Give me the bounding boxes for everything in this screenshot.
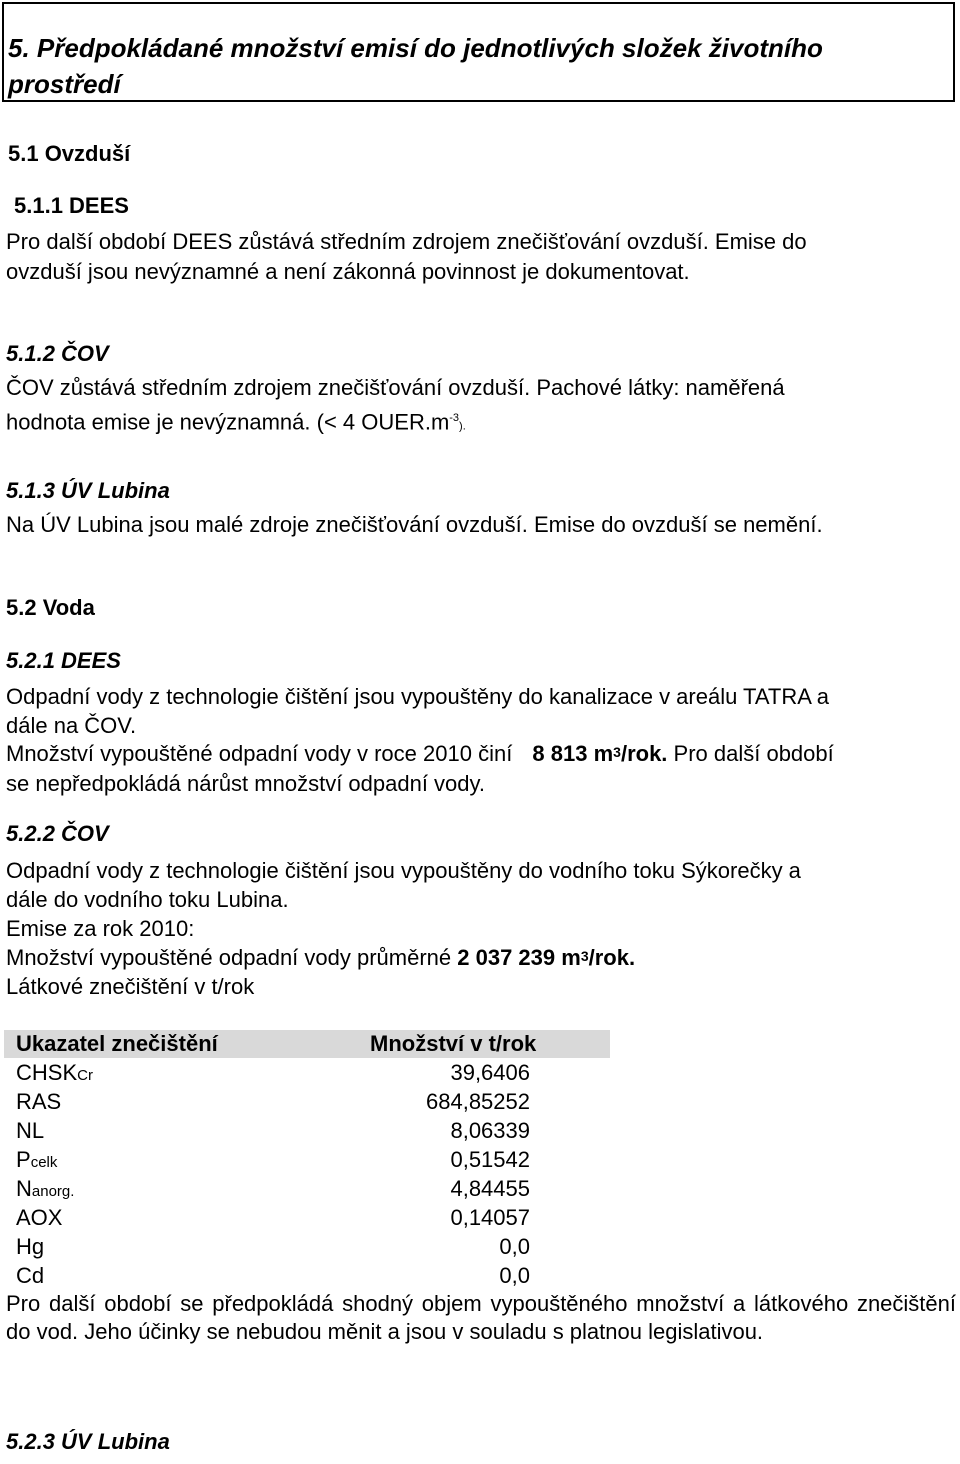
table-row-indicator xyxy=(16,1088,61,1116)
table-row-indicator xyxy=(16,1175,74,1206)
section-5-2-2-text-line1: Odpadní vody z technologie čištění jsou vypouštěny do vodního toku Sýkorečky a xyxy=(6,858,801,883)
volume-text-end: Pro další období xyxy=(667,741,834,766)
section-5-2-1-text-line2: dále na ČOV. xyxy=(6,713,137,738)
volume-unit-superscript: 3 xyxy=(613,744,621,760)
section-5-2-2-text-line2: dále do vodního toku Lubina. xyxy=(6,887,289,912)
indicator-name: Hg xyxy=(16,1234,45,1259)
indicator-name: N xyxy=(16,1176,32,1201)
section-5-2-1-heading: 5.2.1 DEES xyxy=(6,648,121,673)
avg-volume-value: 2 037 239 m xyxy=(457,945,581,970)
indicator-subscript: anorg. xyxy=(31,1183,75,1200)
section-5-1-heading: 5.1 Ovzduší xyxy=(8,141,131,166)
volume-unit: /rok. xyxy=(620,741,668,766)
table-header-amount: Množství v t/rok xyxy=(370,1031,537,1056)
page-title-line2: prostředí xyxy=(8,69,121,99)
section-5-2-2-text-line3: Emise za rok 2010: xyxy=(6,916,195,941)
table-row-indicator xyxy=(16,1117,44,1145)
avg-volume-text: Množství vypouštěné odpadní vody průměrné xyxy=(6,945,458,970)
emission-text: hodnota emise je nevýznamná. (< 4 OUER.m xyxy=(6,409,450,435)
table-row-amount: 0,0 xyxy=(499,1234,530,1259)
section-5-1-1-text-line1: Pro další období DEES zůstává středním zdrojem znečišťování ovzduší. Emise do xyxy=(6,229,807,254)
volume-text: Množství vypouštěné odpadní vody v roce 2010 činí xyxy=(6,741,519,766)
avg-volume-unit: /rok. xyxy=(588,945,636,970)
table-row-indicator xyxy=(16,1204,62,1232)
table-row-indicator xyxy=(16,1059,93,1090)
section-5-2-1-text-line1: Odpadní vody z technologie čištění jsou vypouštěny do kanalizace v areálu TATRA a xyxy=(6,684,830,709)
section-5-2-heading: 5.2 Voda xyxy=(6,595,95,620)
unit-superscript: -3 xyxy=(449,412,460,424)
table-row-amount: 39,6406 xyxy=(450,1060,530,1085)
table-header-indicator: Ukazatel znečištění xyxy=(16,1031,218,1056)
section-5-2-1-text-line3 xyxy=(6,740,834,768)
volume-value: 8 813 m xyxy=(532,741,614,766)
table-row-amount: 0,14057 xyxy=(450,1205,530,1230)
section-5-1-2-text-line2 xyxy=(6,404,466,440)
section-5-2-3-heading: 5.2.3 ÚV Lubina xyxy=(6,1429,170,1454)
indicator-name: RAS xyxy=(16,1089,62,1114)
section-5-2-2-text-line5: Látkové znečištění v t/rok xyxy=(6,974,255,999)
emission-text-end: ). xyxy=(459,420,466,433)
indicator-name: P xyxy=(16,1147,31,1172)
table-row-amount: 0,0 xyxy=(499,1263,530,1288)
avg-volume-unit-superscript: 3 xyxy=(580,948,589,964)
indicator-name: Cd xyxy=(16,1263,45,1288)
section-5-1-2-text-line1: ČOV zůstává středním zdrojem znečišťování ovzduší. Pachové látky: naměřená xyxy=(6,375,785,400)
section-5-1-2-heading: 5.1.2 ČOV xyxy=(6,341,109,366)
table-row-amount: 684,85252 xyxy=(426,1089,530,1114)
section-5-2-2-heading: 5.2.2 ČOV xyxy=(6,821,109,846)
section-5-1-3-text: Na ÚV Lubina jsou malé zdroje znečišťování ovzduší. Emise do ovzduší se nemění. xyxy=(6,512,823,537)
page-title-line1: 5. Předpokládané množství emisí do jednotlivých složek životního xyxy=(8,33,823,63)
section-5-1-1-heading: 5.1.1 DEES xyxy=(14,193,129,218)
section-5-1-1-text-line2: ovzduší jsou nevýznamné a není zákonná povinnost je dokumentovat. xyxy=(6,259,690,284)
indicator-subscript: celk xyxy=(30,1154,58,1171)
indicator-subscript: Cr xyxy=(77,1067,93,1084)
section-5-1-3-heading: 5.1.3 ÚV Lubina xyxy=(6,478,170,503)
indicator-name: AOX xyxy=(16,1205,63,1230)
table-row-amount: 8,06339 xyxy=(450,1118,530,1143)
table-row-amount: 4,84455 xyxy=(450,1176,530,1201)
section-5-2-2-closing: Pro další období se předpokládá shodný objem vypouštěného množství a látkového znečištění do vod. Jeho účinky se nebudou měnit a jsou v souladu s platnou legislativou. xyxy=(6,1291,956,1344)
section-5-2-1-text-line4: se nepředpokládá nárůst množství odpadní vody. xyxy=(6,771,486,796)
table-row-amount: 0,51542 xyxy=(450,1147,530,1172)
table-row-indicator xyxy=(16,1233,44,1261)
indicator-name: CHSK xyxy=(16,1060,78,1085)
indicator-name: NL xyxy=(16,1118,45,1143)
table-row-indicator xyxy=(16,1262,44,1290)
section-5-2-2-text-line4 xyxy=(6,944,635,972)
table-row-indicator xyxy=(16,1146,57,1177)
